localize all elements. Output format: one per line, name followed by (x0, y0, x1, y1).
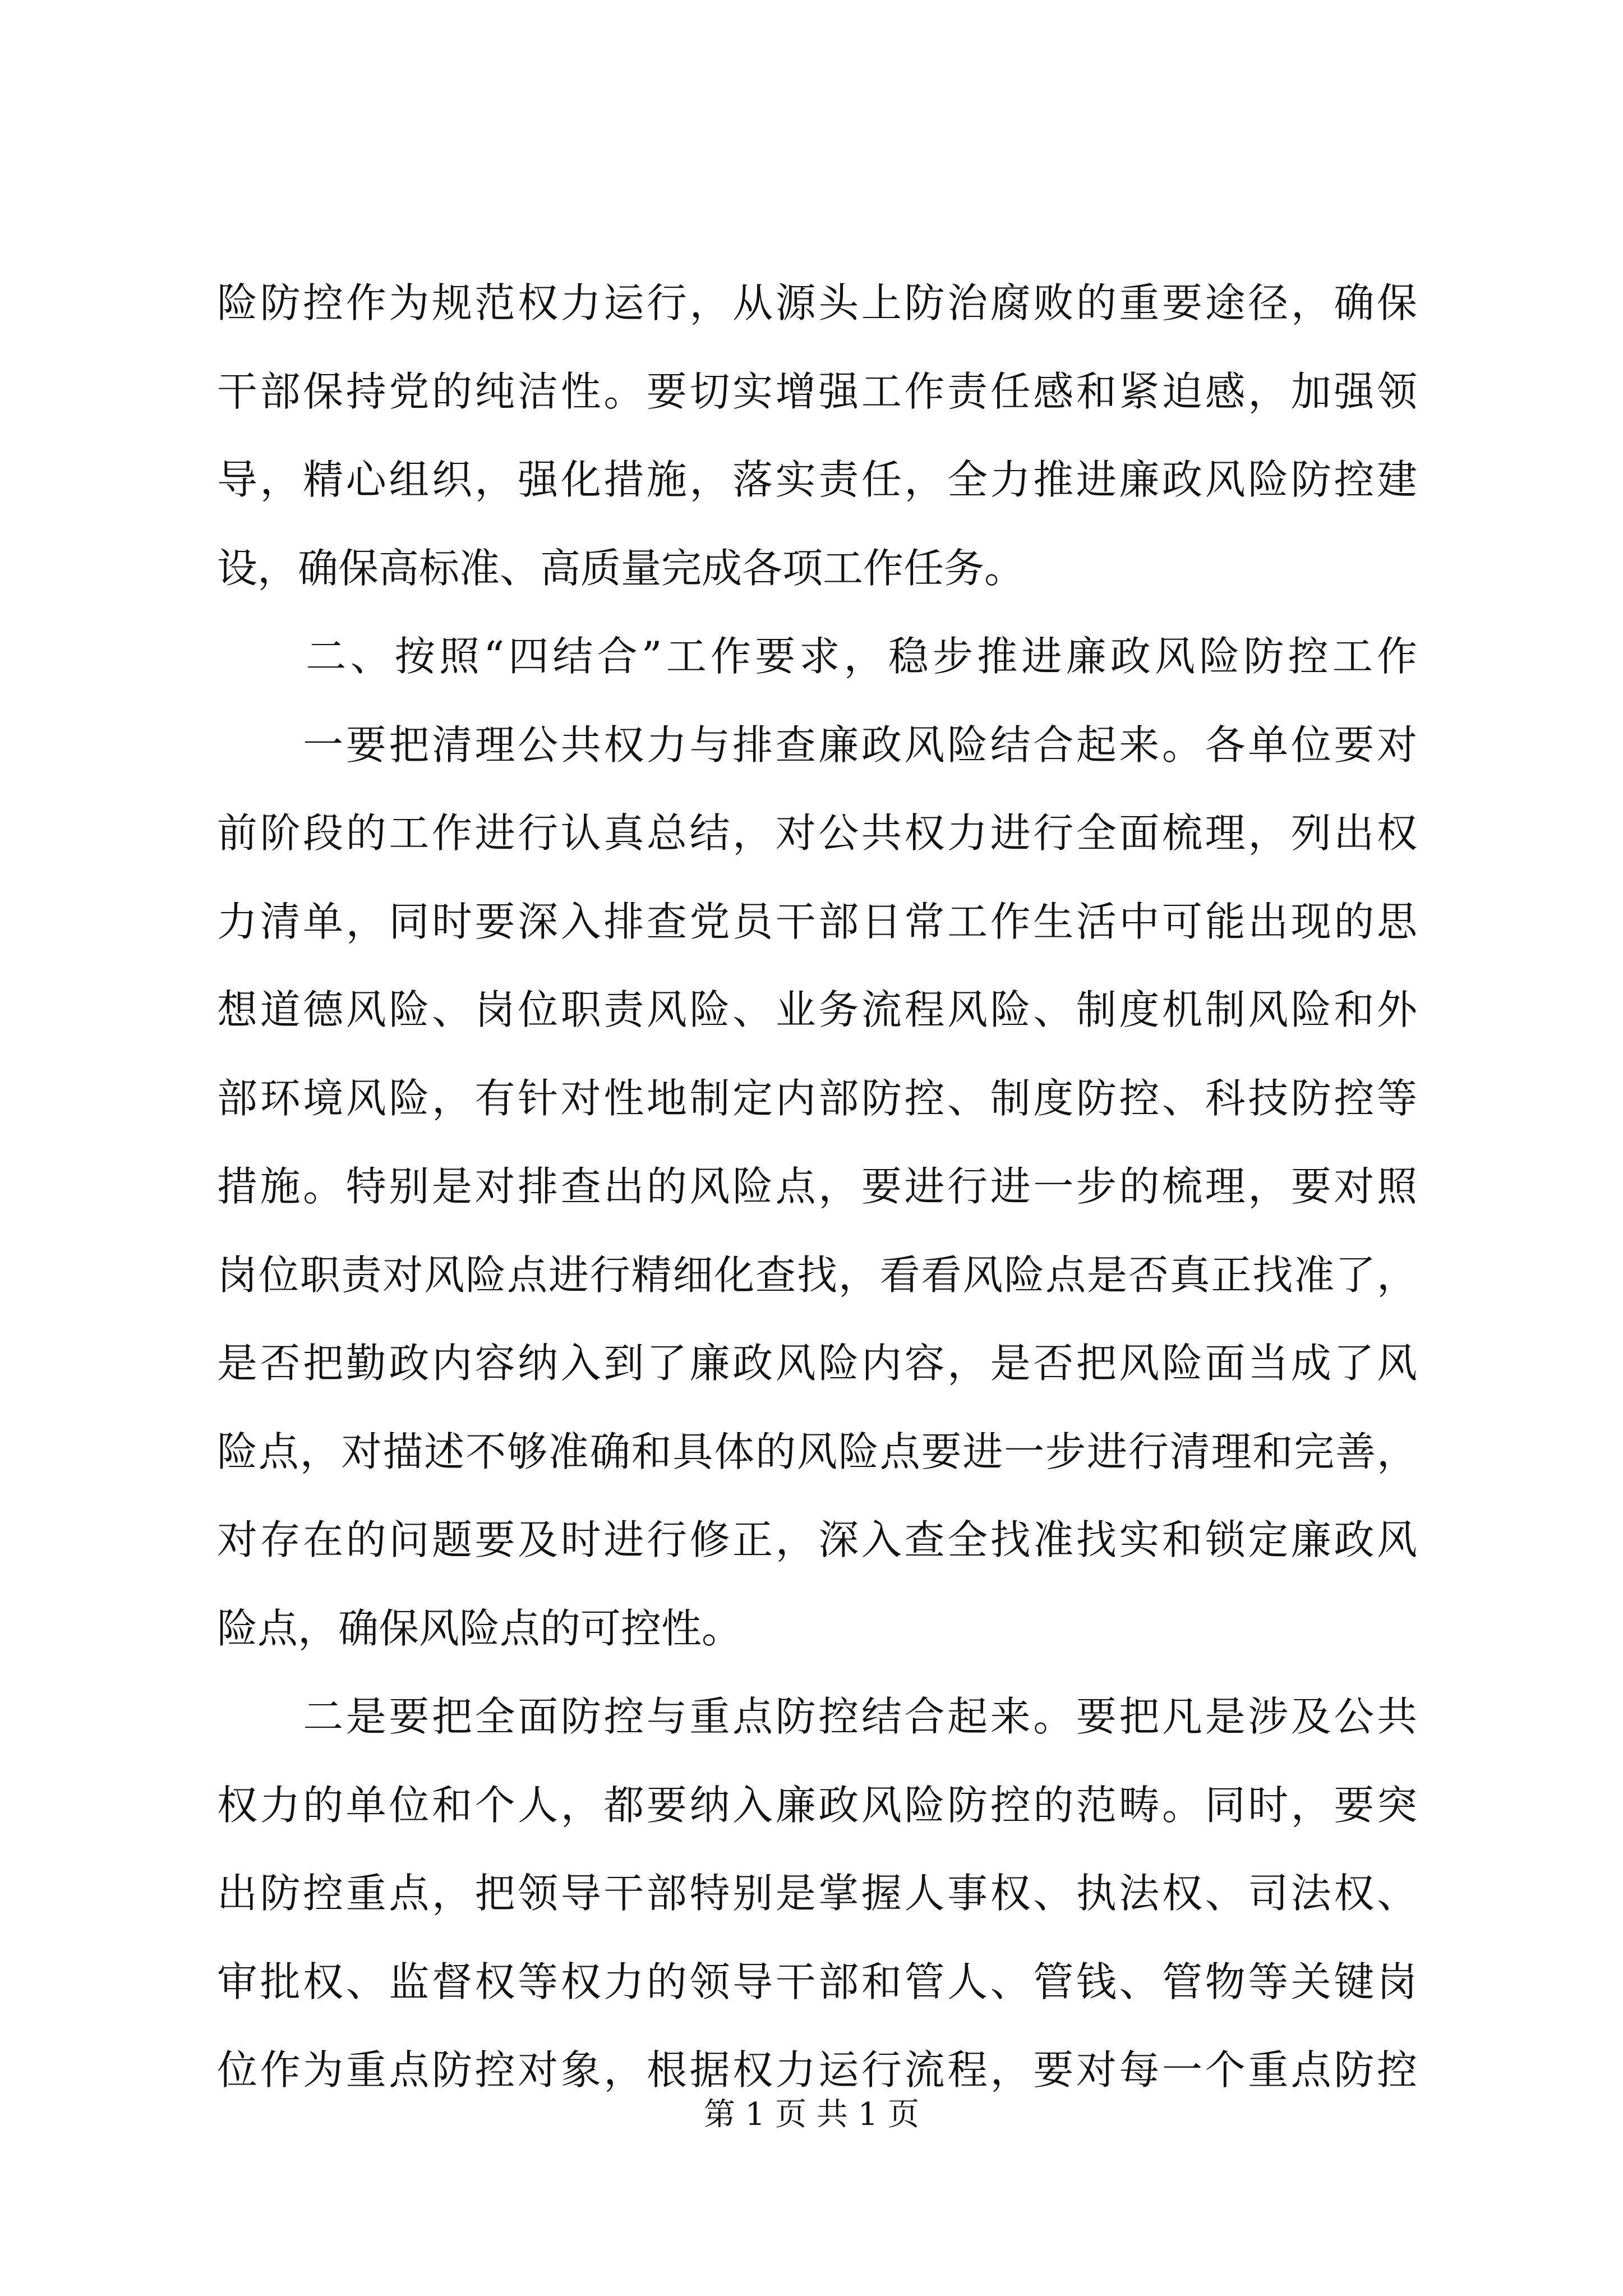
text-line: 导，精心组织，强化措施，落实责任，全力推进廉政风险防控建 (217, 456, 1417, 503)
text-line: 权力的单位和个人，都要纳入廉政风险防控的范畴。同时，要突 (217, 1781, 1417, 1829)
text-line: 二是要把全面防控与重点防控结合起来。要把凡是涉及公共 (217, 1693, 1417, 1740)
text-line: 是否把勤政内容纳入到了廉政风险内容，是否把风险面当成了风 (217, 1340, 1417, 1387)
text-line: 险点，对描述不够准确和具体的风险点要进一步进行清理和完善， (217, 1428, 1417, 1475)
text-line: 设，确保高标准、高质量完成各项工作任务。 (217, 544, 1025, 592)
text-line: 想道德风险、岗位职责风险、业务流程风险、制度机制风险和外 (217, 986, 1417, 1033)
text-line: 前阶段的工作进行认真总结，对公共权力进行全面梳理，列出权 (217, 809, 1417, 857)
text-line: 力清单，同时要深入排查党员干部日常工作生活中可能出现的思 (217, 898, 1417, 945)
text-line: 岗位职责对风险点进行精细化查找，看看风险点是否真正找准了， (217, 1251, 1417, 1299)
text-line: 对存在的问题要及时进行修正，深入查全找准找实和锁定廉政风 (217, 1516, 1417, 1563)
section-heading: 二、按照“四结合”工作要求，稳步推进廉政风险防控工作 (217, 633, 1417, 680)
text-line: 审批权、监督权等权力的领导干部和管人、管钱、管物等关键岗 (217, 1958, 1417, 2005)
text-line: 干部保持党的纯洁性。要切实增强工作责任感和紧迫感，加强领 (217, 367, 1417, 415)
text-line: 险防控作为规范权力运行，从源头上防治腐败的重要途径，确保 (217, 279, 1417, 326)
text-line: 险点，确保风险点的可控性。 (217, 1604, 743, 1652)
text-line: 一要把清理公共权力与排查廉政风险结合起来。各单位要对 (217, 721, 1417, 769)
text-line: 措施。特别是对排查出的风险点，要进行进一步的梳理，要对照 (217, 1163, 1417, 1210)
text-line: 出防控重点，把领导干部特别是掌握人事权、执法权、司法权、 (217, 1870, 1417, 1917)
text-line: 部环境风险，有针对性地制定内部防控、制度防控、科技防控等 (217, 1074, 1417, 1122)
page-footer: 第 1 页 共 1 页 (703, 2096, 920, 2133)
body-text (217, 259, 1417, 2115)
text-line: 位作为重点防控对象，根据权力运行流程，要对每一个重点防控 (217, 2046, 1417, 2093)
